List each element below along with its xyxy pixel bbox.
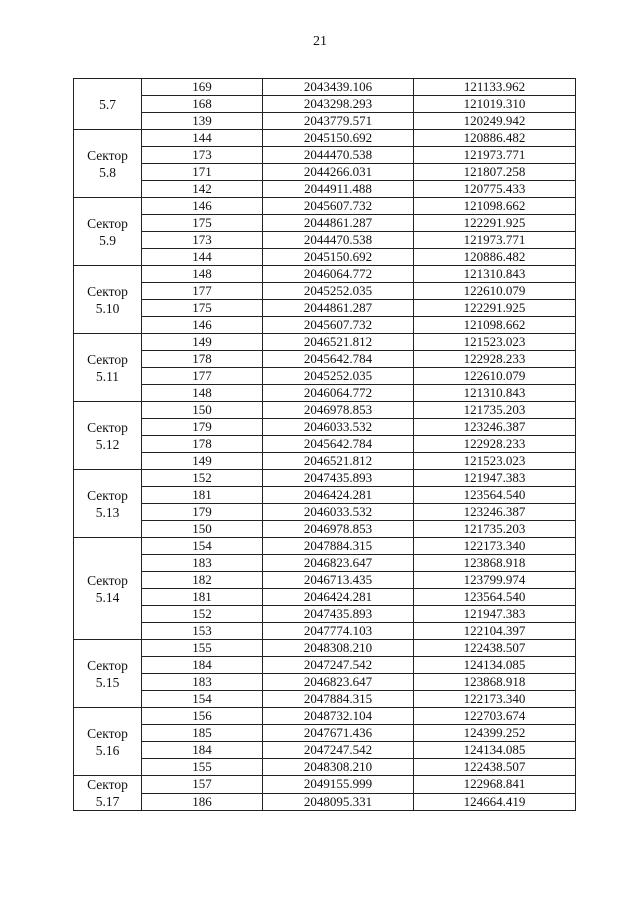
x-coordinate-cell: 2047884.315 bbox=[263, 691, 414, 708]
y-coordinate-cell: 121098.662 bbox=[414, 198, 576, 215]
point-number-cell: 168 bbox=[142, 96, 263, 113]
y-coordinate-cell: 121947.383 bbox=[414, 606, 576, 623]
y-coordinate-cell: 124134.085 bbox=[414, 657, 576, 674]
table-row bbox=[74, 198, 576, 215]
table-row bbox=[74, 691, 576, 708]
y-coordinate-cell: 121098.662 bbox=[414, 317, 576, 334]
y-coordinate-cell: 121523.023 bbox=[414, 453, 576, 470]
x-coordinate-cell: 2046424.281 bbox=[263, 589, 414, 606]
y-coordinate-cell: 122173.340 bbox=[414, 538, 576, 555]
table-row bbox=[74, 283, 576, 300]
sector-number: 5.15 bbox=[95, 674, 120, 690]
y-coordinate-cell: 120886.482 bbox=[414, 130, 576, 147]
point-number-cell: 181 bbox=[142, 589, 263, 606]
table-row bbox=[74, 368, 576, 385]
sector-number: 5.14 bbox=[95, 589, 120, 605]
table-row bbox=[74, 521, 576, 538]
x-coordinate-cell: 2045150.692 bbox=[263, 249, 414, 266]
sector-name: Сектор bbox=[87, 283, 128, 299]
y-coordinate-cell: 120249.942 bbox=[414, 113, 576, 130]
y-coordinate-cell: 122291.925 bbox=[414, 300, 576, 317]
y-coordinate-cell: 122610.079 bbox=[414, 283, 576, 300]
sector-label-cell bbox=[74, 708, 142, 776]
y-coordinate-cell: 122928.233 bbox=[414, 436, 576, 453]
point-number-cell: 177 bbox=[142, 283, 263, 300]
x-coordinate-cell: 2046823.647 bbox=[263, 674, 414, 691]
table-row bbox=[74, 793, 576, 811]
x-coordinate-cell: 2046521.812 bbox=[263, 453, 414, 470]
point-number-cell: 150 bbox=[142, 521, 263, 538]
y-coordinate-cell: 120775.433 bbox=[414, 181, 576, 198]
point-number-cell: 155 bbox=[142, 640, 263, 657]
table-row bbox=[74, 266, 576, 283]
table-row bbox=[74, 623, 576, 640]
table-row bbox=[74, 776, 576, 794]
x-coordinate-cell: 2048732.104 bbox=[263, 708, 414, 725]
x-coordinate-cell: 2044470.538 bbox=[263, 147, 414, 164]
y-coordinate-cell: 123799.974 bbox=[414, 572, 576, 589]
y-coordinate-cell: 121735.203 bbox=[414, 402, 576, 419]
sector-name: Сектор bbox=[87, 419, 128, 435]
y-coordinate-cell: 123246.387 bbox=[414, 419, 576, 436]
y-coordinate-cell: 122928.233 bbox=[414, 351, 576, 368]
x-coordinate-cell: 2048308.210 bbox=[263, 759, 414, 776]
y-coordinate-cell: 123564.540 bbox=[414, 487, 576, 504]
table-row bbox=[74, 453, 576, 470]
point-number-cell: 146 bbox=[142, 198, 263, 215]
page-number: 21 bbox=[313, 34, 327, 49]
x-coordinate-cell: 2045607.732 bbox=[263, 198, 414, 215]
sector-name: Сектор bbox=[87, 215, 128, 231]
sector-label-cell bbox=[74, 266, 142, 334]
sector-number: 5.16 bbox=[95, 742, 120, 758]
point-number-cell: 152 bbox=[142, 470, 263, 487]
point-number-cell: 179 bbox=[142, 419, 263, 436]
table-row bbox=[74, 96, 576, 113]
x-coordinate-cell: 2044266.031 bbox=[263, 164, 414, 181]
sector-name: Сектор bbox=[87, 147, 128, 163]
point-number-cell: 185 bbox=[142, 725, 263, 742]
point-number-cell: 144 bbox=[142, 249, 263, 266]
sector-name: Сектор bbox=[87, 725, 128, 741]
x-coordinate-cell: 2043439.106 bbox=[263, 79, 414, 96]
sector-label-cell bbox=[74, 198, 142, 266]
point-number-cell: 149 bbox=[142, 453, 263, 470]
x-coordinate-cell: 2046064.772 bbox=[263, 266, 414, 283]
point-number-cell: 182 bbox=[142, 572, 263, 589]
x-coordinate-cell: 2045642.784 bbox=[263, 351, 414, 368]
table-row bbox=[74, 79, 576, 96]
table-row bbox=[74, 181, 576, 198]
y-coordinate-cell: 121310.843 bbox=[414, 385, 576, 402]
table-row bbox=[74, 232, 576, 249]
point-number-cell: 148 bbox=[142, 385, 263, 402]
x-coordinate-cell: 2046521.812 bbox=[263, 334, 414, 351]
sector-label-cell bbox=[74, 79, 142, 130]
y-coordinate-cell: 123564.540 bbox=[414, 589, 576, 606]
point-number-cell: 169 bbox=[142, 79, 263, 96]
table-row bbox=[74, 742, 576, 759]
x-coordinate-cell: 2047247.542 bbox=[263, 742, 414, 759]
table-row bbox=[74, 130, 576, 147]
point-number-cell: 179 bbox=[142, 504, 263, 521]
x-coordinate-cell: 2046823.647 bbox=[263, 555, 414, 572]
sector-label-cell bbox=[74, 470, 142, 538]
point-number-cell: 183 bbox=[142, 674, 263, 691]
point-number-cell: 184 bbox=[142, 657, 263, 674]
sector-number: 5.11 bbox=[95, 368, 120, 384]
table-row bbox=[74, 351, 576, 368]
table-row bbox=[74, 657, 576, 674]
table-row bbox=[74, 708, 576, 725]
point-number-cell: 183 bbox=[142, 555, 263, 572]
table-row bbox=[74, 402, 576, 419]
point-number-cell: 154 bbox=[142, 538, 263, 555]
x-coordinate-cell: 2045252.035 bbox=[263, 283, 414, 300]
x-coordinate-cell: 2048095.331 bbox=[263, 793, 414, 811]
point-number-cell: 184 bbox=[142, 742, 263, 759]
point-number-cell: 139 bbox=[142, 113, 263, 130]
y-coordinate-cell: 122968.841 bbox=[414, 776, 576, 794]
x-coordinate-cell: 2047435.893 bbox=[263, 470, 414, 487]
x-coordinate-cell: 2046713.435 bbox=[263, 572, 414, 589]
table-row bbox=[74, 300, 576, 317]
table-row bbox=[74, 334, 576, 351]
y-coordinate-cell: 123868.918 bbox=[414, 674, 576, 691]
sector-label-cell bbox=[74, 538, 142, 640]
table-row bbox=[74, 164, 576, 181]
y-coordinate-cell: 121735.203 bbox=[414, 521, 576, 538]
table-row bbox=[74, 470, 576, 487]
y-coordinate-cell: 122438.507 bbox=[414, 640, 576, 657]
x-coordinate-cell: 2046978.853 bbox=[263, 521, 414, 538]
table-row bbox=[74, 606, 576, 623]
point-number-cell: 142 bbox=[142, 181, 263, 198]
y-coordinate-cell: 122104.397 bbox=[414, 623, 576, 640]
point-number-cell: 152 bbox=[142, 606, 263, 623]
x-coordinate-cell: 2049155.999 bbox=[263, 776, 414, 794]
sector-name: Сектор bbox=[87, 487, 128, 503]
x-coordinate-cell: 2044470.538 bbox=[263, 232, 414, 249]
point-number-cell: 178 bbox=[142, 436, 263, 453]
table-row bbox=[74, 436, 576, 453]
x-coordinate-cell: 2045642.784 bbox=[263, 436, 414, 453]
x-coordinate-cell: 2046064.772 bbox=[263, 385, 414, 402]
x-coordinate-cell: 2044861.287 bbox=[263, 215, 414, 232]
x-coordinate-cell: 2045150.692 bbox=[263, 130, 414, 147]
x-coordinate-cell: 2047247.542 bbox=[263, 657, 414, 674]
point-number-cell: 157 bbox=[142, 776, 263, 794]
y-coordinate-cell: 122291.925 bbox=[414, 215, 576, 232]
x-coordinate-cell: 2043779.571 bbox=[263, 113, 414, 130]
point-number-cell: 154 bbox=[142, 691, 263, 708]
point-number-cell: 178 bbox=[142, 351, 263, 368]
y-coordinate-cell: 121947.383 bbox=[414, 470, 576, 487]
sector-label-cell bbox=[74, 640, 142, 708]
sector-name: Сектор bbox=[87, 657, 128, 673]
table-row bbox=[74, 113, 576, 130]
x-coordinate-cell: 2046978.853 bbox=[263, 402, 414, 419]
point-number-cell: 149 bbox=[142, 334, 263, 351]
table-row bbox=[74, 572, 576, 589]
table-row bbox=[74, 147, 576, 164]
x-coordinate-cell: 2048308.210 bbox=[263, 640, 414, 657]
sector-number: 5.13 bbox=[95, 504, 120, 520]
x-coordinate-cell: 2047884.315 bbox=[263, 538, 414, 555]
y-coordinate-cell: 122703.674 bbox=[414, 708, 576, 725]
table-row bbox=[74, 487, 576, 504]
table-row bbox=[74, 215, 576, 232]
table-row bbox=[74, 674, 576, 691]
y-coordinate-cell: 121310.843 bbox=[414, 266, 576, 283]
y-coordinate-cell: 124399.252 bbox=[414, 725, 576, 742]
point-number-cell: 173 bbox=[142, 232, 263, 249]
point-number-cell: 153 bbox=[142, 623, 263, 640]
coordinates-table bbox=[73, 78, 576, 811]
point-number-cell: 171 bbox=[142, 164, 263, 181]
table-row bbox=[74, 385, 576, 402]
table-row bbox=[74, 589, 576, 606]
x-coordinate-cell: 2047435.893 bbox=[263, 606, 414, 623]
x-coordinate-cell: 2045252.035 bbox=[263, 368, 414, 385]
sector-number: 5.10 bbox=[95, 300, 120, 316]
sector-label-cell bbox=[74, 334, 142, 402]
table-row bbox=[74, 759, 576, 776]
sector-label-cell bbox=[74, 402, 142, 470]
y-coordinate-cell: 123246.387 bbox=[414, 504, 576, 521]
point-number-cell: 148 bbox=[142, 266, 263, 283]
table-row bbox=[74, 555, 576, 572]
sector-label-cell bbox=[74, 130, 142, 198]
sector-label-cell bbox=[74, 776, 142, 811]
sector-name: Сектор bbox=[87, 351, 128, 367]
y-coordinate-cell: 124664.419 bbox=[414, 793, 576, 811]
y-coordinate-cell: 122610.079 bbox=[414, 368, 576, 385]
table-row bbox=[74, 538, 576, 555]
table-row bbox=[74, 249, 576, 266]
table-row bbox=[74, 317, 576, 334]
x-coordinate-cell: 2044911.488 bbox=[263, 181, 414, 198]
sector-name: Сектор bbox=[87, 572, 128, 588]
x-coordinate-cell: 2045607.732 bbox=[263, 317, 414, 334]
table-row bbox=[74, 640, 576, 657]
y-coordinate-cell: 121973.771 bbox=[414, 232, 576, 249]
point-number-cell: 155 bbox=[142, 759, 263, 776]
table-row bbox=[74, 725, 576, 742]
sector-number: 5.17 bbox=[95, 794, 120, 809]
sector-name: Сектор bbox=[87, 777, 128, 792]
y-coordinate-cell: 123868.918 bbox=[414, 555, 576, 572]
point-number-cell: 175 bbox=[142, 215, 263, 232]
point-number-cell: 173 bbox=[142, 147, 263, 164]
point-number-cell: 186 bbox=[142, 793, 263, 811]
x-coordinate-cell: 2044861.287 bbox=[263, 300, 414, 317]
x-coordinate-cell: 2046424.281 bbox=[263, 487, 414, 504]
y-coordinate-cell: 122438.507 bbox=[414, 759, 576, 776]
point-number-cell: 150 bbox=[142, 402, 263, 419]
x-coordinate-cell: 2046033.532 bbox=[263, 419, 414, 436]
y-coordinate-cell: 122173.340 bbox=[414, 691, 576, 708]
sector-number: 5.7 bbox=[99, 96, 116, 112]
point-number-cell: 144 bbox=[142, 130, 263, 147]
sector-number: 5.8 bbox=[99, 164, 116, 180]
y-coordinate-cell: 121019.310 bbox=[414, 96, 576, 113]
y-coordinate-cell: 121523.023 bbox=[414, 334, 576, 351]
point-number-cell: 175 bbox=[142, 300, 263, 317]
point-number-cell: 177 bbox=[142, 368, 263, 385]
y-coordinate-cell: 121807.258 bbox=[414, 164, 576, 181]
x-coordinate-cell: 2043298.293 bbox=[263, 96, 414, 113]
x-coordinate-cell: 2046033.532 bbox=[263, 504, 414, 521]
y-coordinate-cell: 121133.962 bbox=[414, 79, 576, 96]
y-coordinate-cell: 121973.771 bbox=[414, 147, 576, 164]
x-coordinate-cell: 2047671.436 bbox=[263, 725, 414, 742]
point-number-cell: 146 bbox=[142, 317, 263, 334]
x-coordinate-cell: 2047774.103 bbox=[263, 623, 414, 640]
sector-number: 5.9 bbox=[99, 232, 116, 248]
table-row bbox=[74, 504, 576, 521]
table-row bbox=[74, 419, 576, 436]
point-number-cell: 156 bbox=[142, 708, 263, 725]
point-number-cell: 181 bbox=[142, 487, 263, 504]
sector-number: 5.12 bbox=[95, 436, 120, 452]
y-coordinate-cell: 120886.482 bbox=[414, 249, 576, 266]
y-coordinate-cell: 124134.085 bbox=[414, 742, 576, 759]
